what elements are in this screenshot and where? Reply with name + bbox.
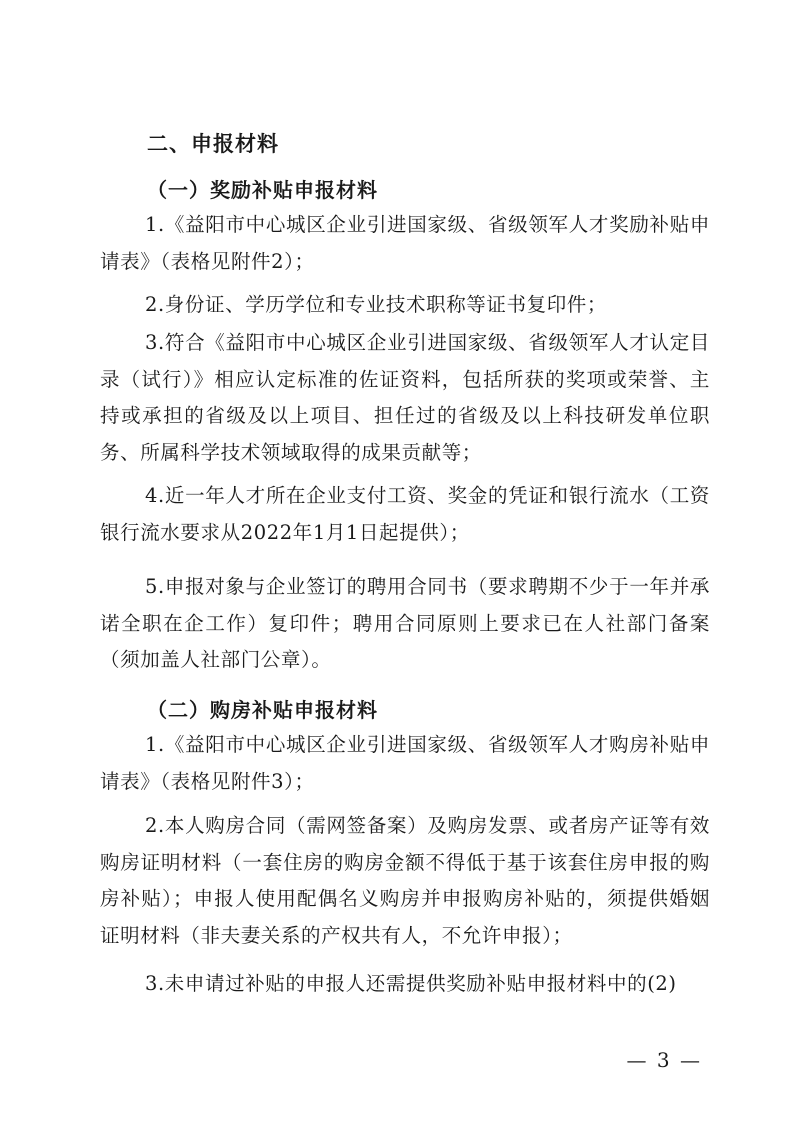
reward-item-4: 4.近一年人才所在企业支付工资、奖金的凭证和银行流水（工资银行流水要求从2022年1月1日起提供）； bbox=[100, 484, 710, 544]
section-heading: 二、申报材料 bbox=[147, 132, 279, 156]
reward-item-3: 3.符合《益阳市中心城区企业引进国家级、省级领军人才认定目录（试行）》相应认定标准的佐证资料，包括所获的奖项或荣誉、主持或承担的省级及以上项目、担任过的省级及以上科技研发单位职务、所属科学技术领域取得的成果贡献等； bbox=[100, 331, 710, 464]
reward-subsection-title: （一）奖励补贴申报材料 bbox=[147, 178, 378, 202]
housing-subsection-title: （二）购房补贴申报材料 bbox=[147, 698, 378, 722]
page-number: — 3 — bbox=[626, 1048, 702, 1072]
housing-item-1: 1.《益阳市中心城区企业引进国家级、省级领军人才购房补贴申请表》（表格见附件3）； bbox=[100, 733, 710, 793]
reward-item-2: 2.身份证、学历学位和专业技术职称等证书复印件； bbox=[145, 293, 608, 316]
housing-item-2: 2.本人购房合同（需网签备案）及购房发票、或者房产证等有效购房证明材料（一套住房的购房金额不得低于基于该套住房申报的购房补贴）；申报人使用配偶名义购房并申报购房补贴的，须提供婚姻证明材料（非夫妻关系的产权共有人，不允许申报）； bbox=[100, 814, 710, 947]
housing-item-3: 3.未申请过补贴的申报人还需提供奖励补贴申报材料中的(2) bbox=[145, 972, 677, 995]
reward-item-1: 1.《益阳市中心城区企业引进国家级、省级领军人才奖励补贴申请表》（表格见附件2）； bbox=[100, 213, 710, 273]
reward-item-5: 5.申报对象与企业签订的聘用合同书（要求聘期不少于一年并承诺全职在企工作）复印件；聘用合同原则上要求已在人社部门备案（须加盖人社部门公章）。 bbox=[100, 575, 710, 672]
